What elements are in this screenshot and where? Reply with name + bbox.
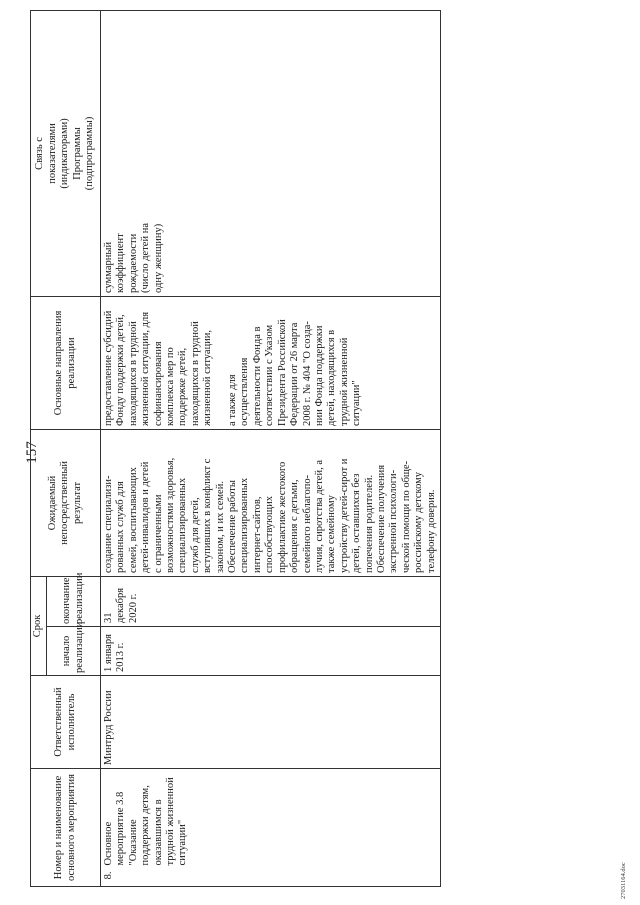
header-measure: Номер и наименование основного мероприятия xyxy=(31,768,101,886)
header-link: Связь с показателями (индикаторами) Программы (подпрограммы) xyxy=(31,10,101,296)
header-executor: Ответственный исполнитель xyxy=(31,675,101,768)
table-row xyxy=(101,10,441,886)
row-start: 1 января 2013 г. xyxy=(101,626,441,675)
row-executor: Минтруд России xyxy=(101,675,441,768)
footer-code: 27031164.doc xyxy=(620,862,627,899)
row-name: Основное мероприятие 3.8 "Оказание поддержки детям, оказавшимся в трудной жизненной ситуации" xyxy=(101,768,441,868)
page-number: 157 xyxy=(24,441,40,464)
header-result: Ожидаемый непосредственный результат xyxy=(31,429,101,576)
row-result: создание специализи- рованных служб для семей, воспитывающих детей-инвалидов и детей с ограниченными возможностями здоровья, специализированных служб для детей, вступивших в конфликт с законом, и их семей. Обеспечение работы специализированных интернет-сайтов, способствующих профилактике жестокого обращения с детьми, семейного неблагопо- лучия, сиротства детей, а также семейному устройству детей-сирот и детей, оставшихся без попечения родителей. Обеспечение получения экстренной психологи- ческой помощи по обще- российскому детскому телефону доверия. xyxy=(101,429,441,576)
header-term: Срок xyxy=(31,576,47,675)
row-directions: предоставление субсидий Фонду поддержки детей, находящихся в трудной жизненной ситуации, для софинансирования комплекса мер по поддержке детей, находящихся в трудной жизненной ситуации, а также для осуществления деятельности Фонда в соответствии с Указом Президента Российской Федерации от 26 марта 2008 г. № 404 "О созда- нии Фонда поддержки детей, находящихся в трудной жизненной ситуации" xyxy=(101,296,441,429)
header-directions: Основные направления реализации xyxy=(31,296,101,429)
row-link: суммарный коэффициент рождаемости (число детей на одну женщину) xyxy=(101,10,441,296)
measures-table xyxy=(30,10,441,887)
header-start: начало реализации xyxy=(47,626,101,675)
row-end: 31 декабря 2020 г. xyxy=(101,576,441,626)
row-number: 8. xyxy=(101,869,441,887)
header-end: окончание реализации xyxy=(47,576,101,626)
